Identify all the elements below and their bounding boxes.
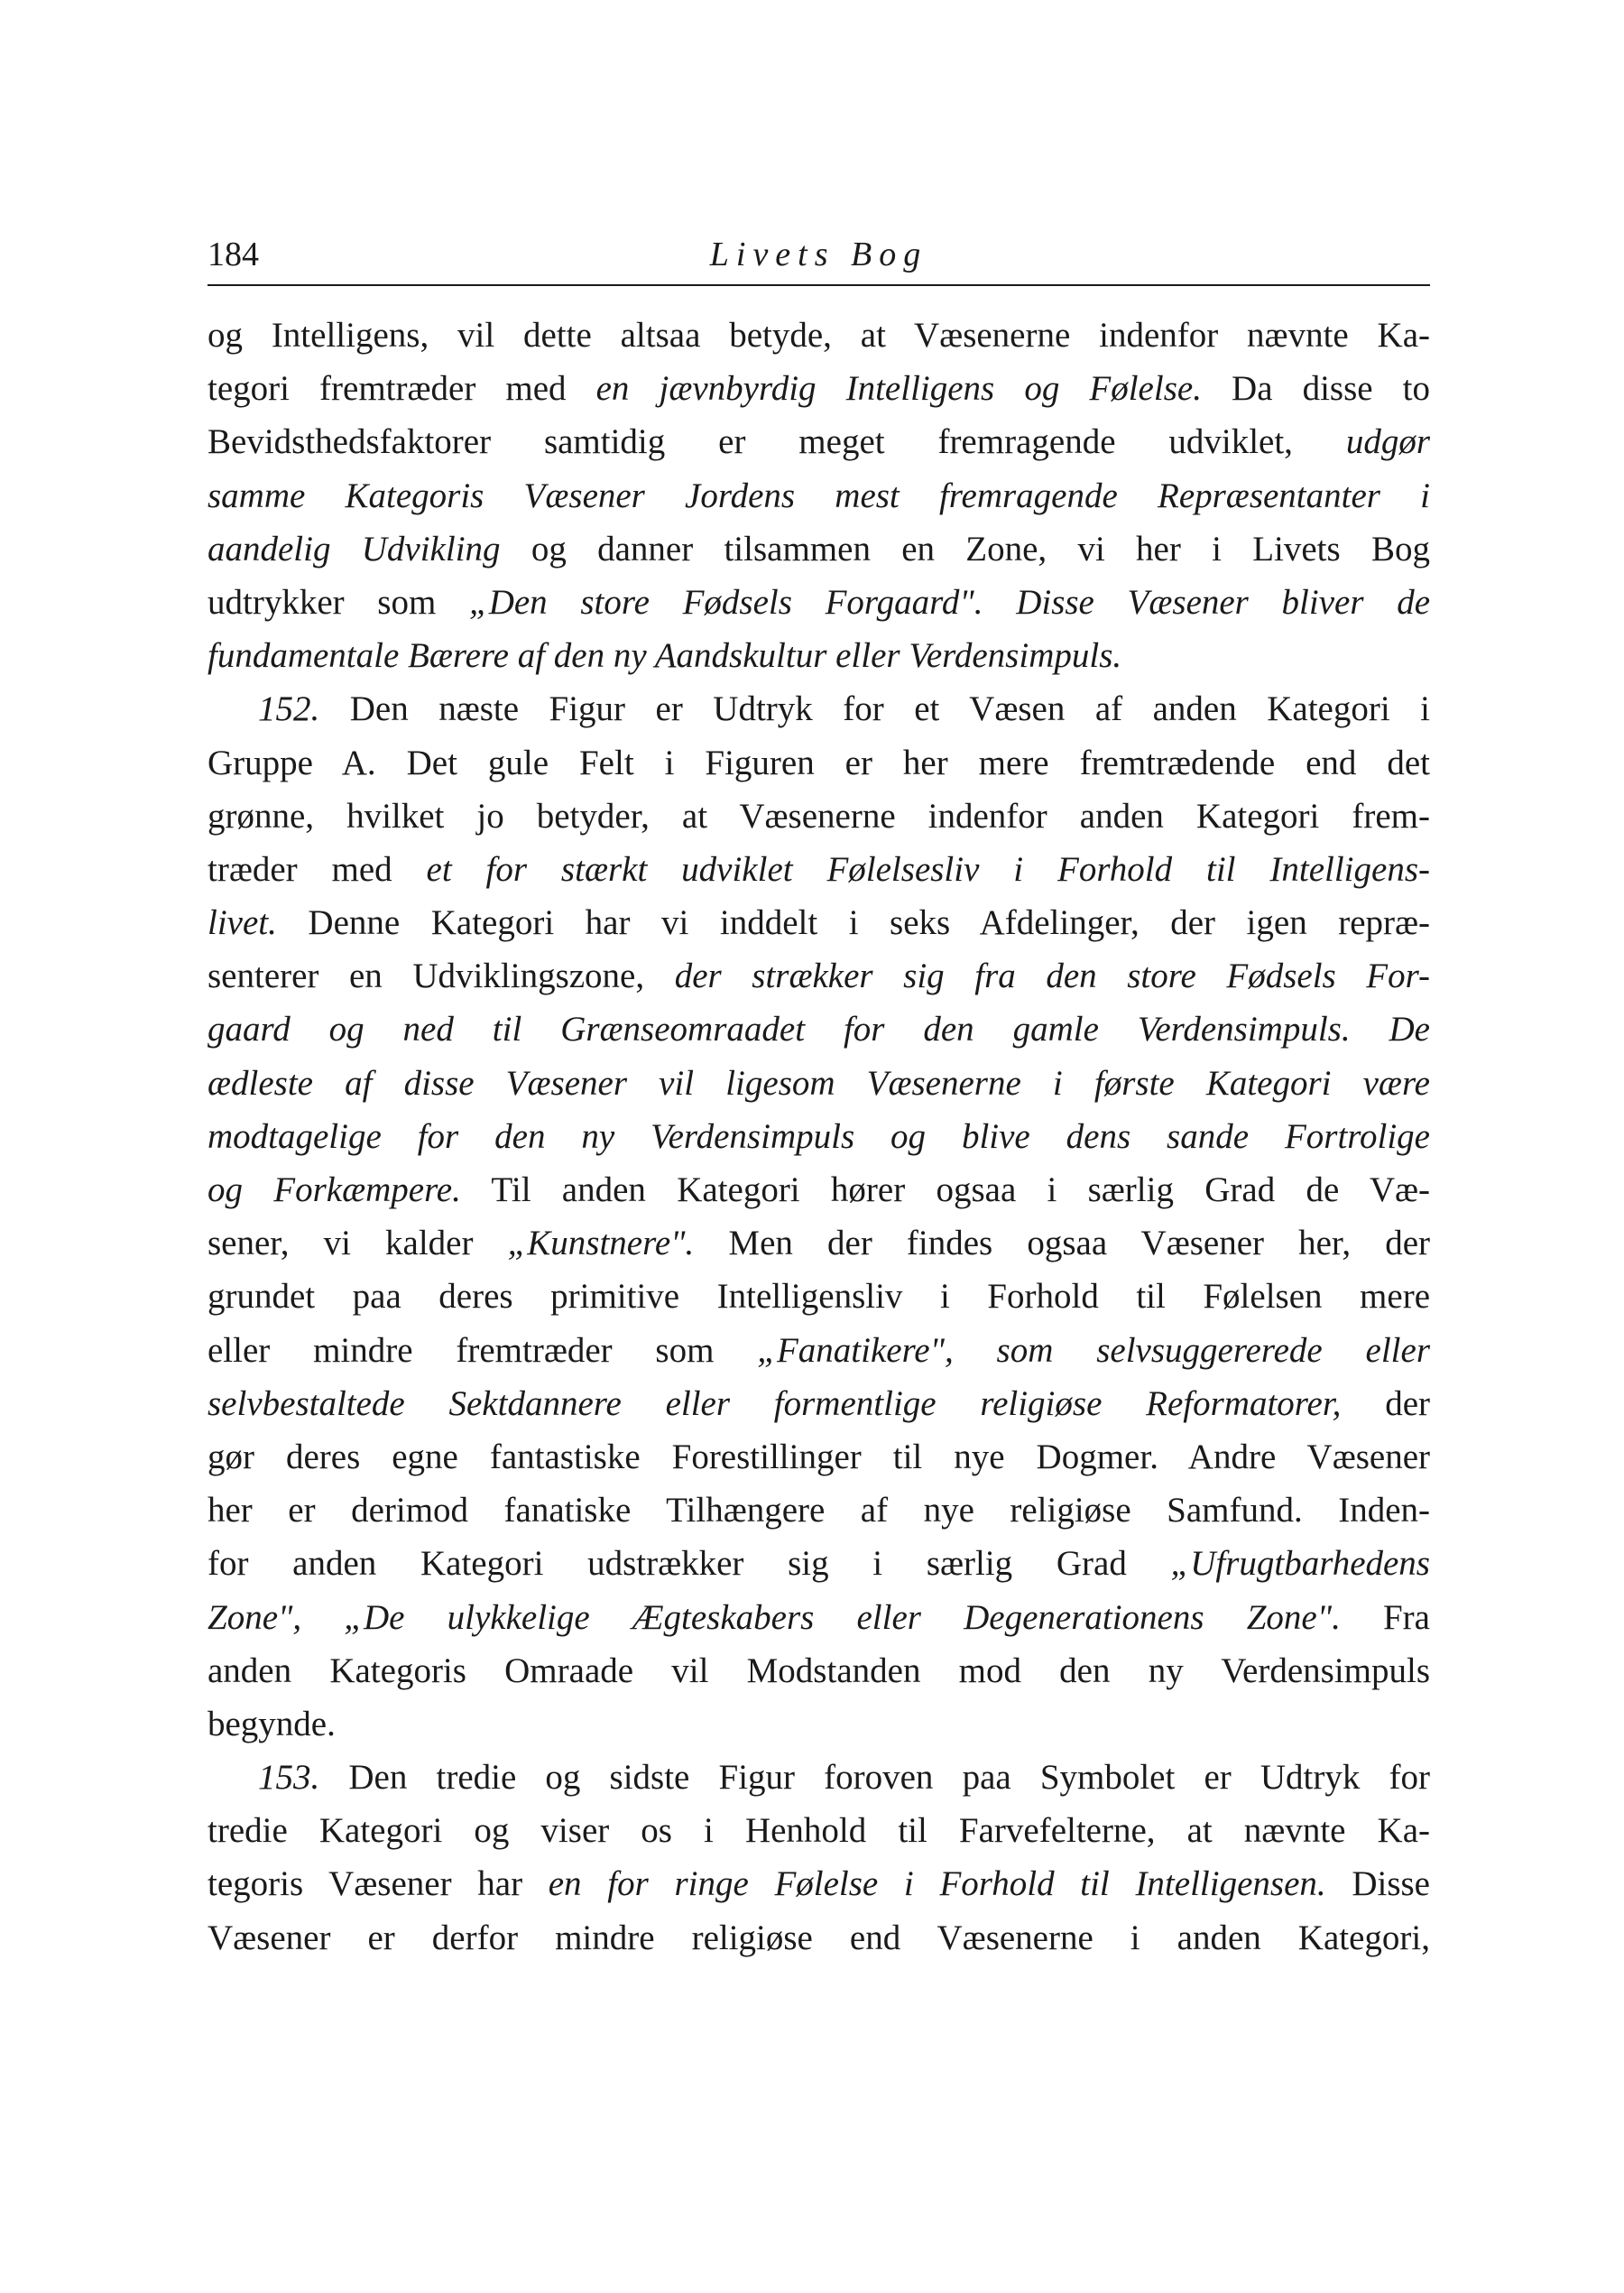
text-segment: Da disse to [1201,369,1431,409]
italic-text: 152. [258,689,320,729]
text-line [208,629,1430,682]
text-segment: grundet paa deres primitive Intelligensliv i Forhold til Følelsen mere [208,1277,1430,1317]
text-line [208,843,1430,896]
text-line [208,1003,1430,1056]
text-segment: træder med [208,849,427,889]
italic-text: aandelig Udvikling [208,529,501,569]
text-line [208,1270,1430,1323]
text-line [208,469,1430,522]
text-line [208,1324,1430,1377]
text-line [208,1751,1430,1804]
text-line [208,309,1430,362]
text-line [208,362,1430,415]
italic-text: Zone", „De ulykkelige Ægteskabers eller Degenerationens Zone". [208,1597,1341,1637]
italic-text: livet. [208,903,277,943]
text-line [208,1057,1430,1110]
italic-text: „Fanatikere", som selvsuggererede eller [757,1330,1430,1370]
text-line [208,1377,1430,1430]
text-line [208,415,1430,468]
italic-text: og Forkæmpere. [208,1170,461,1209]
italic-text: selvbestaltede Sektdannere eller formentlige religiøse Reformatorer, [208,1383,1342,1423]
italic-text: gaard og ned til Grænseomraadet for den gamle Verdensimpuls. De [208,1010,1430,1049]
text-segment: Den tredie og sidste Figur foroven paa Symbolet er Udtryk for [319,1758,1430,1798]
text-segment: Den næste Figur er Udtryk for et Væsen af anden Kategori i [319,689,1430,729]
text-segment: anden Kategoris Omraade vil Modstanden mod den ny Verdensimpuls [208,1650,1430,1690]
text-line [208,1911,1430,1965]
text-segment: her er derimod fanatiske Tilhængere af nye religiøse Samfund. Inden- [208,1491,1430,1530]
italic-text: udgør [1345,422,1430,462]
text-segment: senterer en Udviklingszone, [208,957,675,996]
italic-text: „Ufrugtbarhedens [1170,1544,1430,1584]
text-segment: begynde. [208,1704,336,1743]
text-segment: Disse [1325,1864,1430,1904]
header-rule [208,284,1430,286]
text-segment: og danner tilsammen en Zone, vi her i Livets Bog [500,529,1430,569]
text-segment: Til anden Kategori hører ogsaa i særlig Grad de Væ- [460,1170,1430,1209]
text-segment: sener, vi kalder [208,1224,508,1263]
running-title: Livets Bog [709,236,928,273]
text-segment: tegoris Væsener har [208,1864,549,1904]
text-segment: for anden Kategori udstrækker sig i særlig Grad [208,1544,1171,1584]
body-text [208,309,1430,1965]
text-segment: og Intelligens, vil dette altsaa betyde, at Væsenerne indenfor nævnte Ka- [208,316,1430,355]
text-line [208,1163,1430,1216]
text-line [208,896,1430,949]
italic-text: der strækker sig fra den store Fødsels For- [674,957,1430,996]
text-line [208,1537,1430,1590]
text-line [208,522,1430,576]
text-segment: tredie Kategori og viser os i Henhold til Farvefelterne, at nævnte Ka- [208,1811,1430,1851]
text-line [208,1591,1430,1644]
italic-text: en for ringe Følelse i Forhold til Intelligensen. [548,1864,1326,1904]
italic-text: „Den store Fødsels Forgaard". Disse Væsener bliver de [469,582,1431,622]
text-segment: Bevidsthedsfaktorer samtidig er meget fremragende udviklet, [208,422,1346,462]
text-line [208,949,1430,1003]
text-segment: tegori fremtræder med [208,369,596,409]
text-line [208,1110,1430,1163]
italic-text: et for stærkt udviklet Følelsesliv i Forhold til Intelligens- [426,849,1430,889]
text-line [208,1697,1430,1751]
text-segment: Fra [1340,1597,1430,1637]
text-line [208,1484,1430,1537]
text-segment: udtrykker som [208,582,470,622]
text-segment: gør deres egne fantastiske Forestillinger til nye Dogmer. Andre Væsener [208,1437,1430,1476]
text-line [208,1857,1430,1910]
page-header [208,227,1430,282]
italic-text: fundamentale Bærere af den ny Aandskultur eller Verdensimpuls. [208,636,1122,676]
italic-text: 153. [258,1758,320,1798]
text-segment: Denne Kategori har vi inddelt i seks Afdelinger, der igen repræ- [276,903,1430,943]
page-number: 184 [208,236,259,273]
text-line [208,1216,1430,1270]
italic-text: modtagelige for den ny Verdensimpuls og blive dens sande Fortrolige [208,1116,1430,1156]
italic-text: ædleste af disse Væsener vil ligesom Væsenerne i første Kategori være [208,1063,1430,1103]
text-line [208,1644,1430,1697]
text-segment: eller mindre fremtræder som [208,1330,758,1370]
italic-text: „Kunstnere". [507,1224,695,1263]
text-segment: Men der findes ogsaa Væsener her, der [694,1224,1430,1263]
italic-text: en jævnbyrdig Intelligens og Følelse. [595,369,1202,409]
text-line [208,682,1430,735]
text-line [208,736,1430,790]
text-line [208,1804,1430,1857]
text-segment: der [1341,1383,1430,1423]
text-segment: Væsener er derfor mindre religiøse end Væsenerne i anden Kategori, [208,1918,1430,1957]
text-line [208,1430,1430,1484]
text-line [208,790,1430,843]
text-segment: grønne, hvilket jo betyder, at Væsenerne indenfor anden Kategori frem- [208,796,1430,836]
italic-text: samme Kategoris Væsener Jordens mest fremragende Repræsentanter i [208,476,1430,515]
text-segment: Gruppe A. Det gule Felt i Figuren er her mere fremtrædende end det [208,743,1430,782]
text-line [208,576,1430,629]
